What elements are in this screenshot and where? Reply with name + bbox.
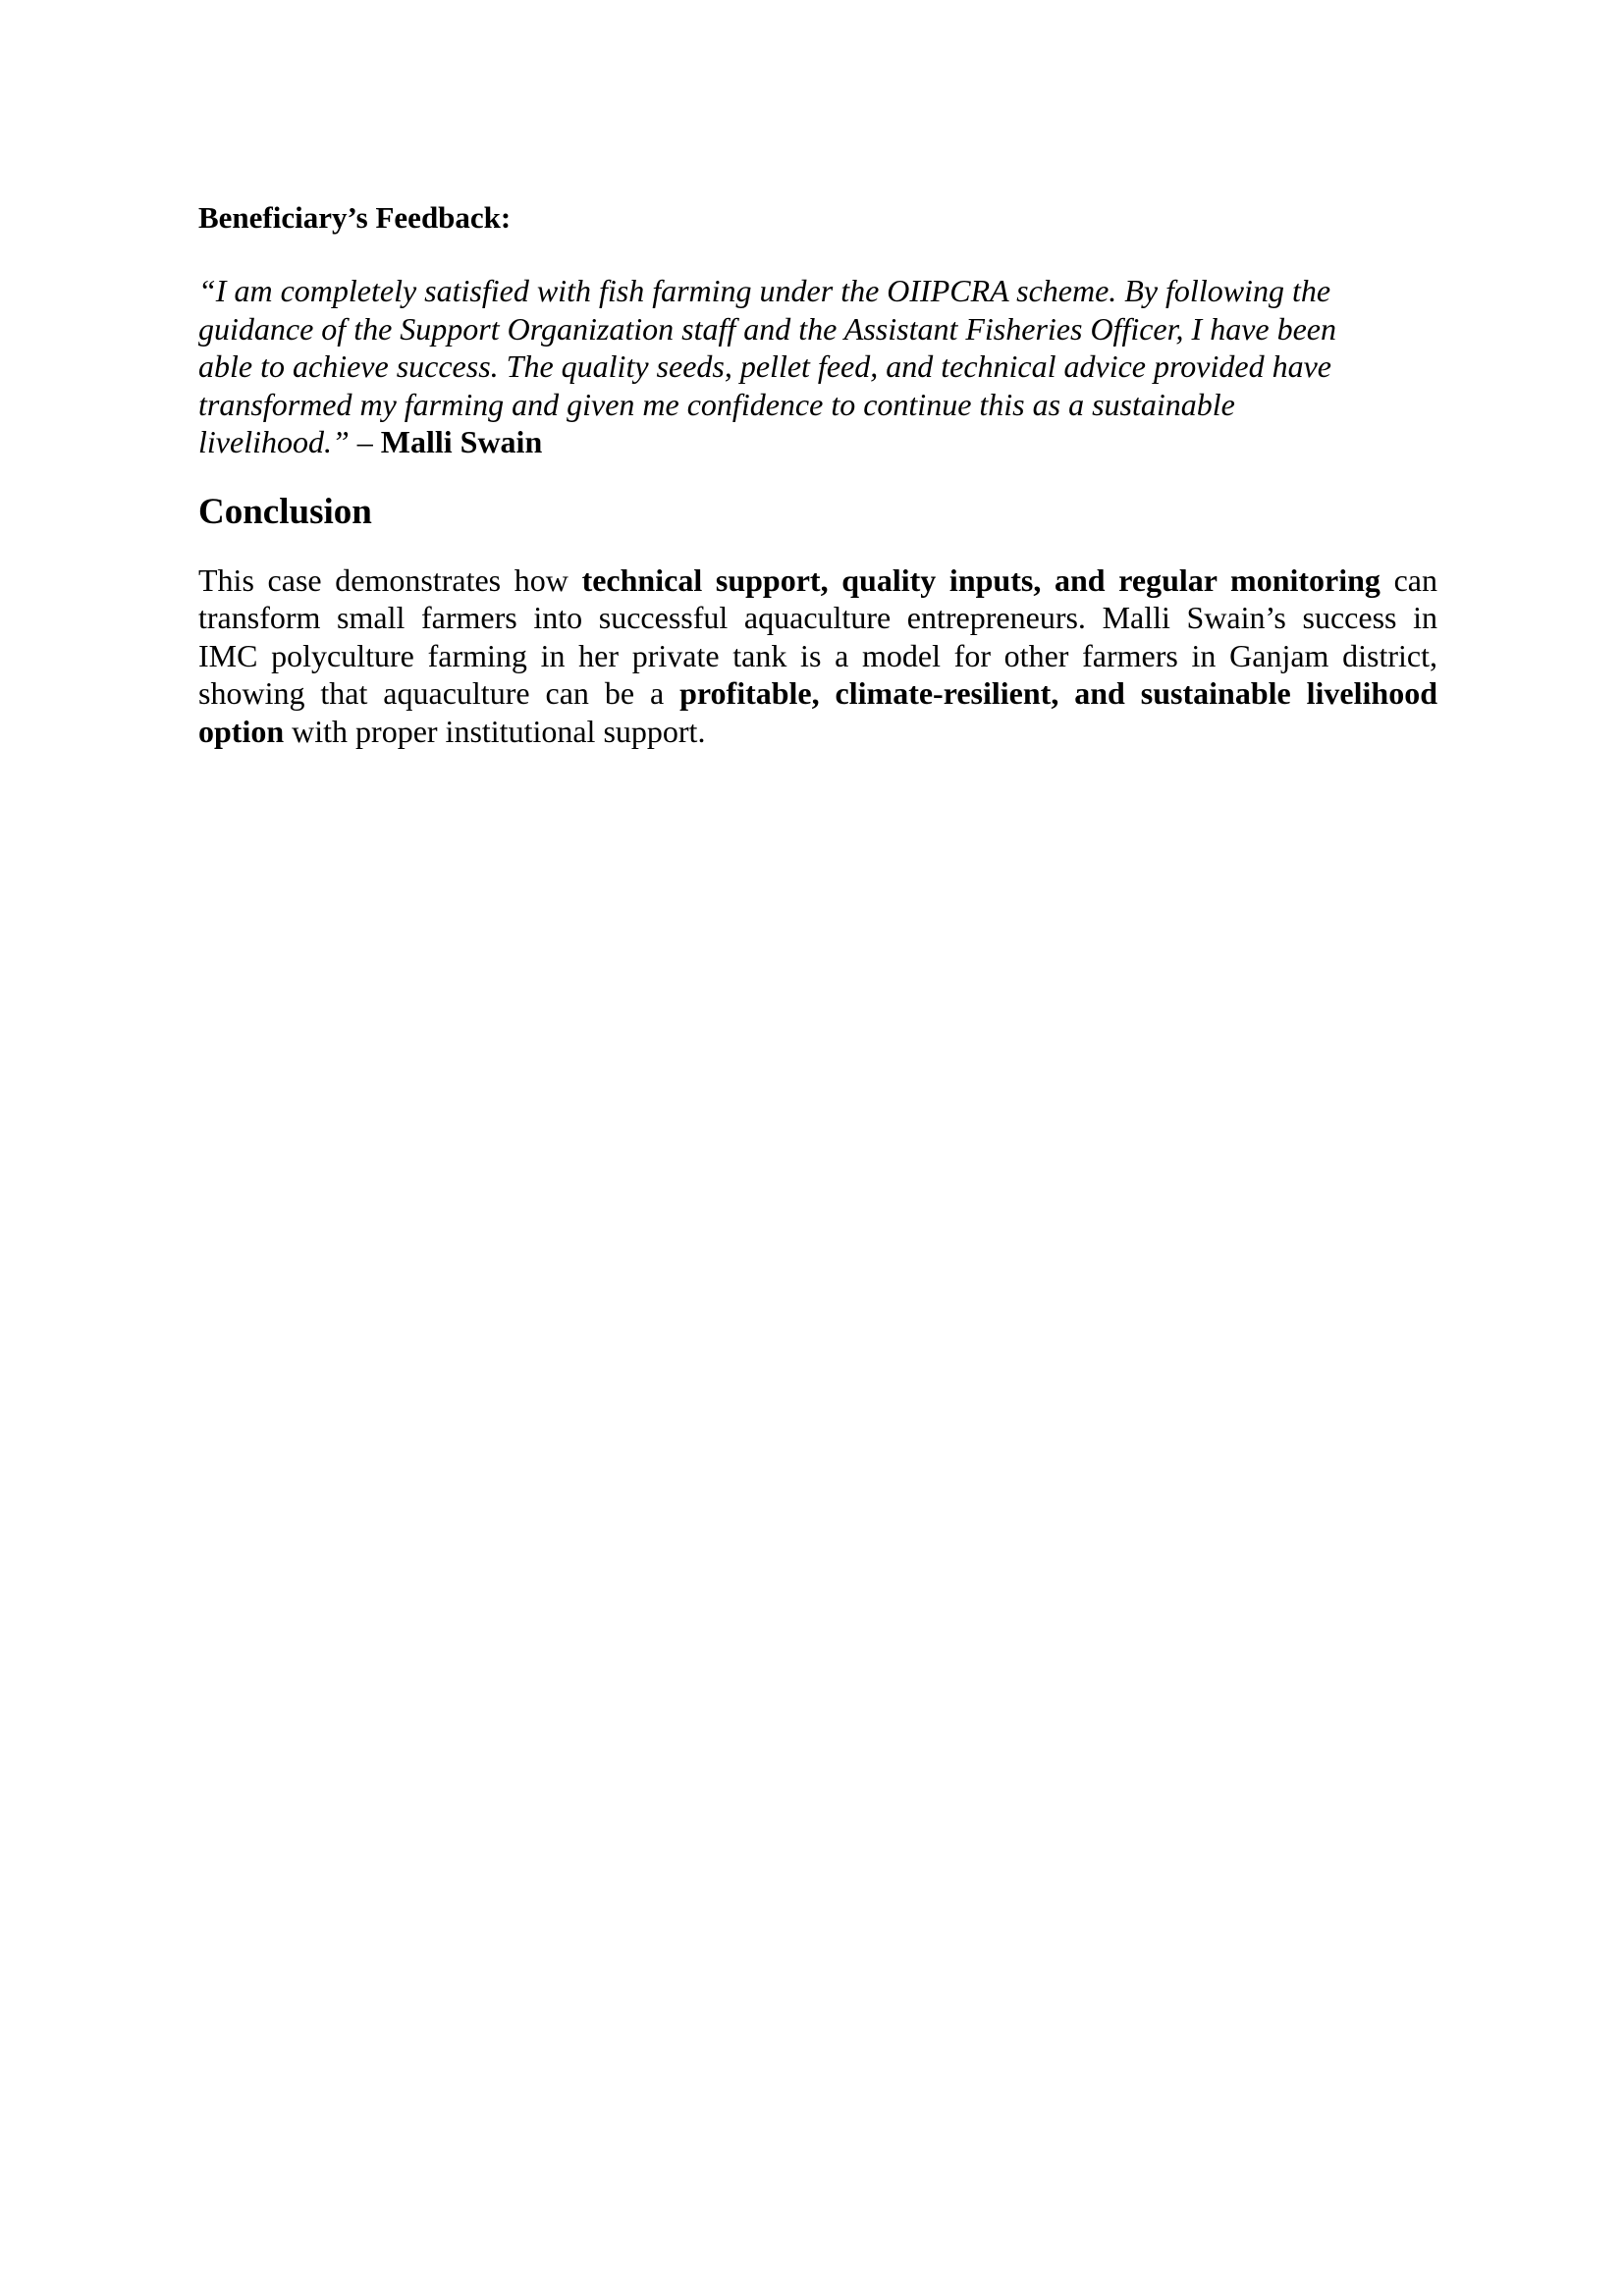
paragraph-line xyxy=(198,674,1437,713)
beneficiary-quote xyxy=(198,272,1437,461)
conclusion-paragraph xyxy=(198,561,1437,751)
quote-line: “I am completely satisfied with fish farming under the OIIPCRA scheme. By following the xyxy=(198,273,1331,308)
paragraph-text: This case demonstrates how xyxy=(198,561,582,598)
quote-author: Malli Swain xyxy=(380,424,543,459)
emphasis-text: technical support, quality inputs, and regular monitoring xyxy=(581,561,1380,598)
quote-line: guidance of the Support Organization staff and the Assistant Fisheries Officer, I have been xyxy=(198,310,1336,347)
paragraph-line xyxy=(198,713,1437,751)
paragraph-line: IMC polyculture farming in her private tank is a model for other farmers in Ganjam district, xyxy=(198,637,1437,673)
quote-line: able to achieve success. The quality seeds, pellet feed, and technical advice provided have xyxy=(198,348,1331,384)
document-page xyxy=(198,196,1437,750)
emphasis-text: profitable, climate-resilient, and sustainable livelihood xyxy=(679,675,1438,711)
quote-line: livelihood.” xyxy=(198,424,350,459)
paragraph-line xyxy=(198,561,1437,600)
paragraph-text: showing that aquaculture can be a xyxy=(198,675,680,711)
quote-dash: – xyxy=(349,424,381,459)
paragraph-line: transform small farmers into successful aquaculture entrepreneurs. Malli Swain’s success in xyxy=(198,600,1437,635)
quote-line: transformed my farming and given me confidence to continue this as a sustainable xyxy=(198,386,1235,422)
feedback-heading: Beneficiary’s Feedback: xyxy=(198,200,512,235)
conclusion-heading: Conclusion xyxy=(198,491,372,532)
paragraph-text: with proper institutional support. xyxy=(284,713,706,749)
paragraph-text: can xyxy=(1380,561,1438,598)
emphasis-text: option xyxy=(198,713,285,749)
quote-last-line xyxy=(198,423,1437,461)
